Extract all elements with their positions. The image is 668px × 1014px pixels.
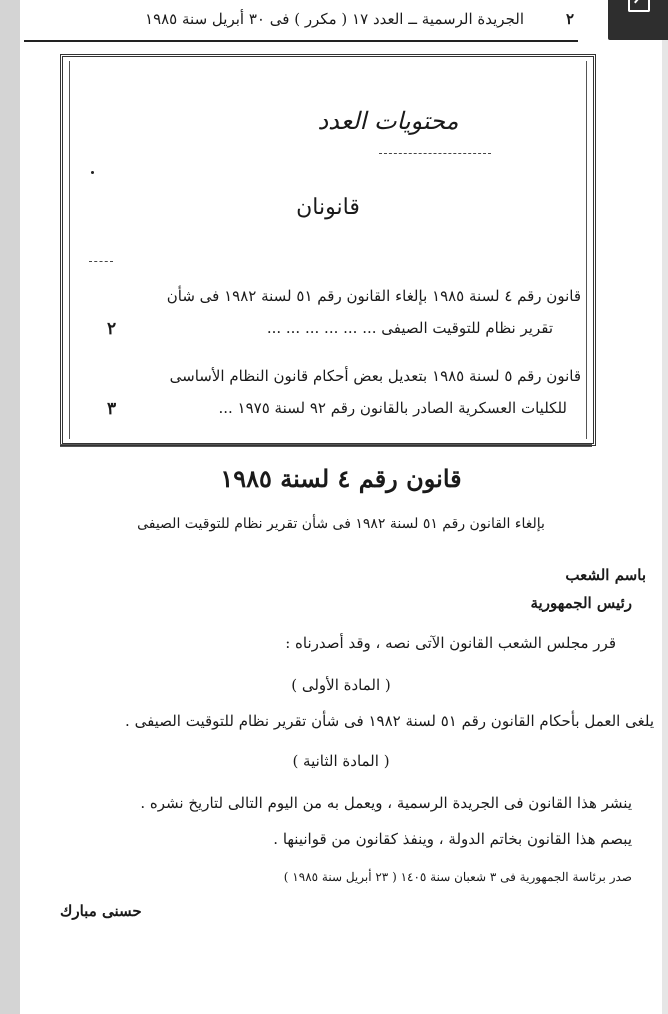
article-2-text-1: ينشر هذا القانون فى الجريدة الرسمية ، ويعمل به من اليوم التالى لتاريخ نشره . [140,794,632,812]
signature: حسنى مبارك [60,902,142,920]
gazette-page [20,0,662,1014]
in-name-of-people: باسم الشعب [565,566,646,584]
header-rule [24,40,578,42]
contents-entry-2-page: ٣ [107,399,117,419]
page-number: ٢ [565,10,574,28]
contents-entry-2-line2: للكليات العسكرية الصادر بالقانون رقم ٩٢ لسنة ١٩٧٥ ... [218,399,567,417]
law-subtitle: بإلغاء القانون رقم ٥١ لسنة ١٩٨٢ فى شأن تقرير نظام للتوقيت الصيفى [137,516,545,532]
contents-subtitle: قانونان [296,195,360,220]
viewer-left-margin [0,0,20,1014]
contents-title: محتويات العدد [317,107,459,135]
article-2-heading: ( المادة الثانية ) [292,752,390,770]
article-2-text-2: يبصم هذا القانون بخاتم الدولة ، وينفذ كقانون من قوانينها . [273,830,632,848]
contents-mark [89,261,113,262]
contents-title-rule [379,153,491,154]
edit-icon [628,0,650,12]
contents-entry-2-line1: قانون رقم ٥ لسنة ١٩٨٥ بتعديل بعض أحكام قانون النظام الأساسى [169,367,581,385]
section-separator [60,444,592,447]
issuance-note: صدر برئاسة الجمهورية فى ٣ شعبان سنة ١٤٠٥ ( ٢٣ أبريل سنة ١٩٨٥ ) [283,870,632,884]
edit-button[interactable] [608,0,668,40]
page-header [20,0,580,40]
article-1-text: يلغى العمل بأحكام القانون رقم ٥١ لسنة ١٩٨٢ فى شأن تقرير نظام للتوقيت الصيفى . [125,712,654,730]
law-title: قانون رقم ٤ لسنة ١٩٨٥ [220,464,462,493]
viewer-right-margin [662,0,668,1014]
preamble: قرر مجلس الشعب القانون الآتى نصه ، وقد أصدرناه : [285,634,616,652]
contents-box [60,54,596,446]
scan-speck [91,171,94,174]
article-1-heading: ( المادة الأولى ) [291,676,391,694]
contents-entry-1-line2: تقرير نظام للتوقيت الصيفى ... ... ... ... ... ... [266,319,553,337]
president-title: رئيس الجمهورية [530,594,632,612]
gazette-header-title: الجريدة الرسمية ــ العدد ١٧ ( مكرر ) فى ٣٠ أبريل سنة ١٩٨٥ [145,10,524,28]
contents-entry-1-page: ٢ [107,319,117,339]
contents-entry-1-line1: قانون رقم ٤ لسنة ١٩٨٥ بإلغاء القانون رقم ٥١ لسنة ١٩٨٢ فى شأن [166,287,581,305]
